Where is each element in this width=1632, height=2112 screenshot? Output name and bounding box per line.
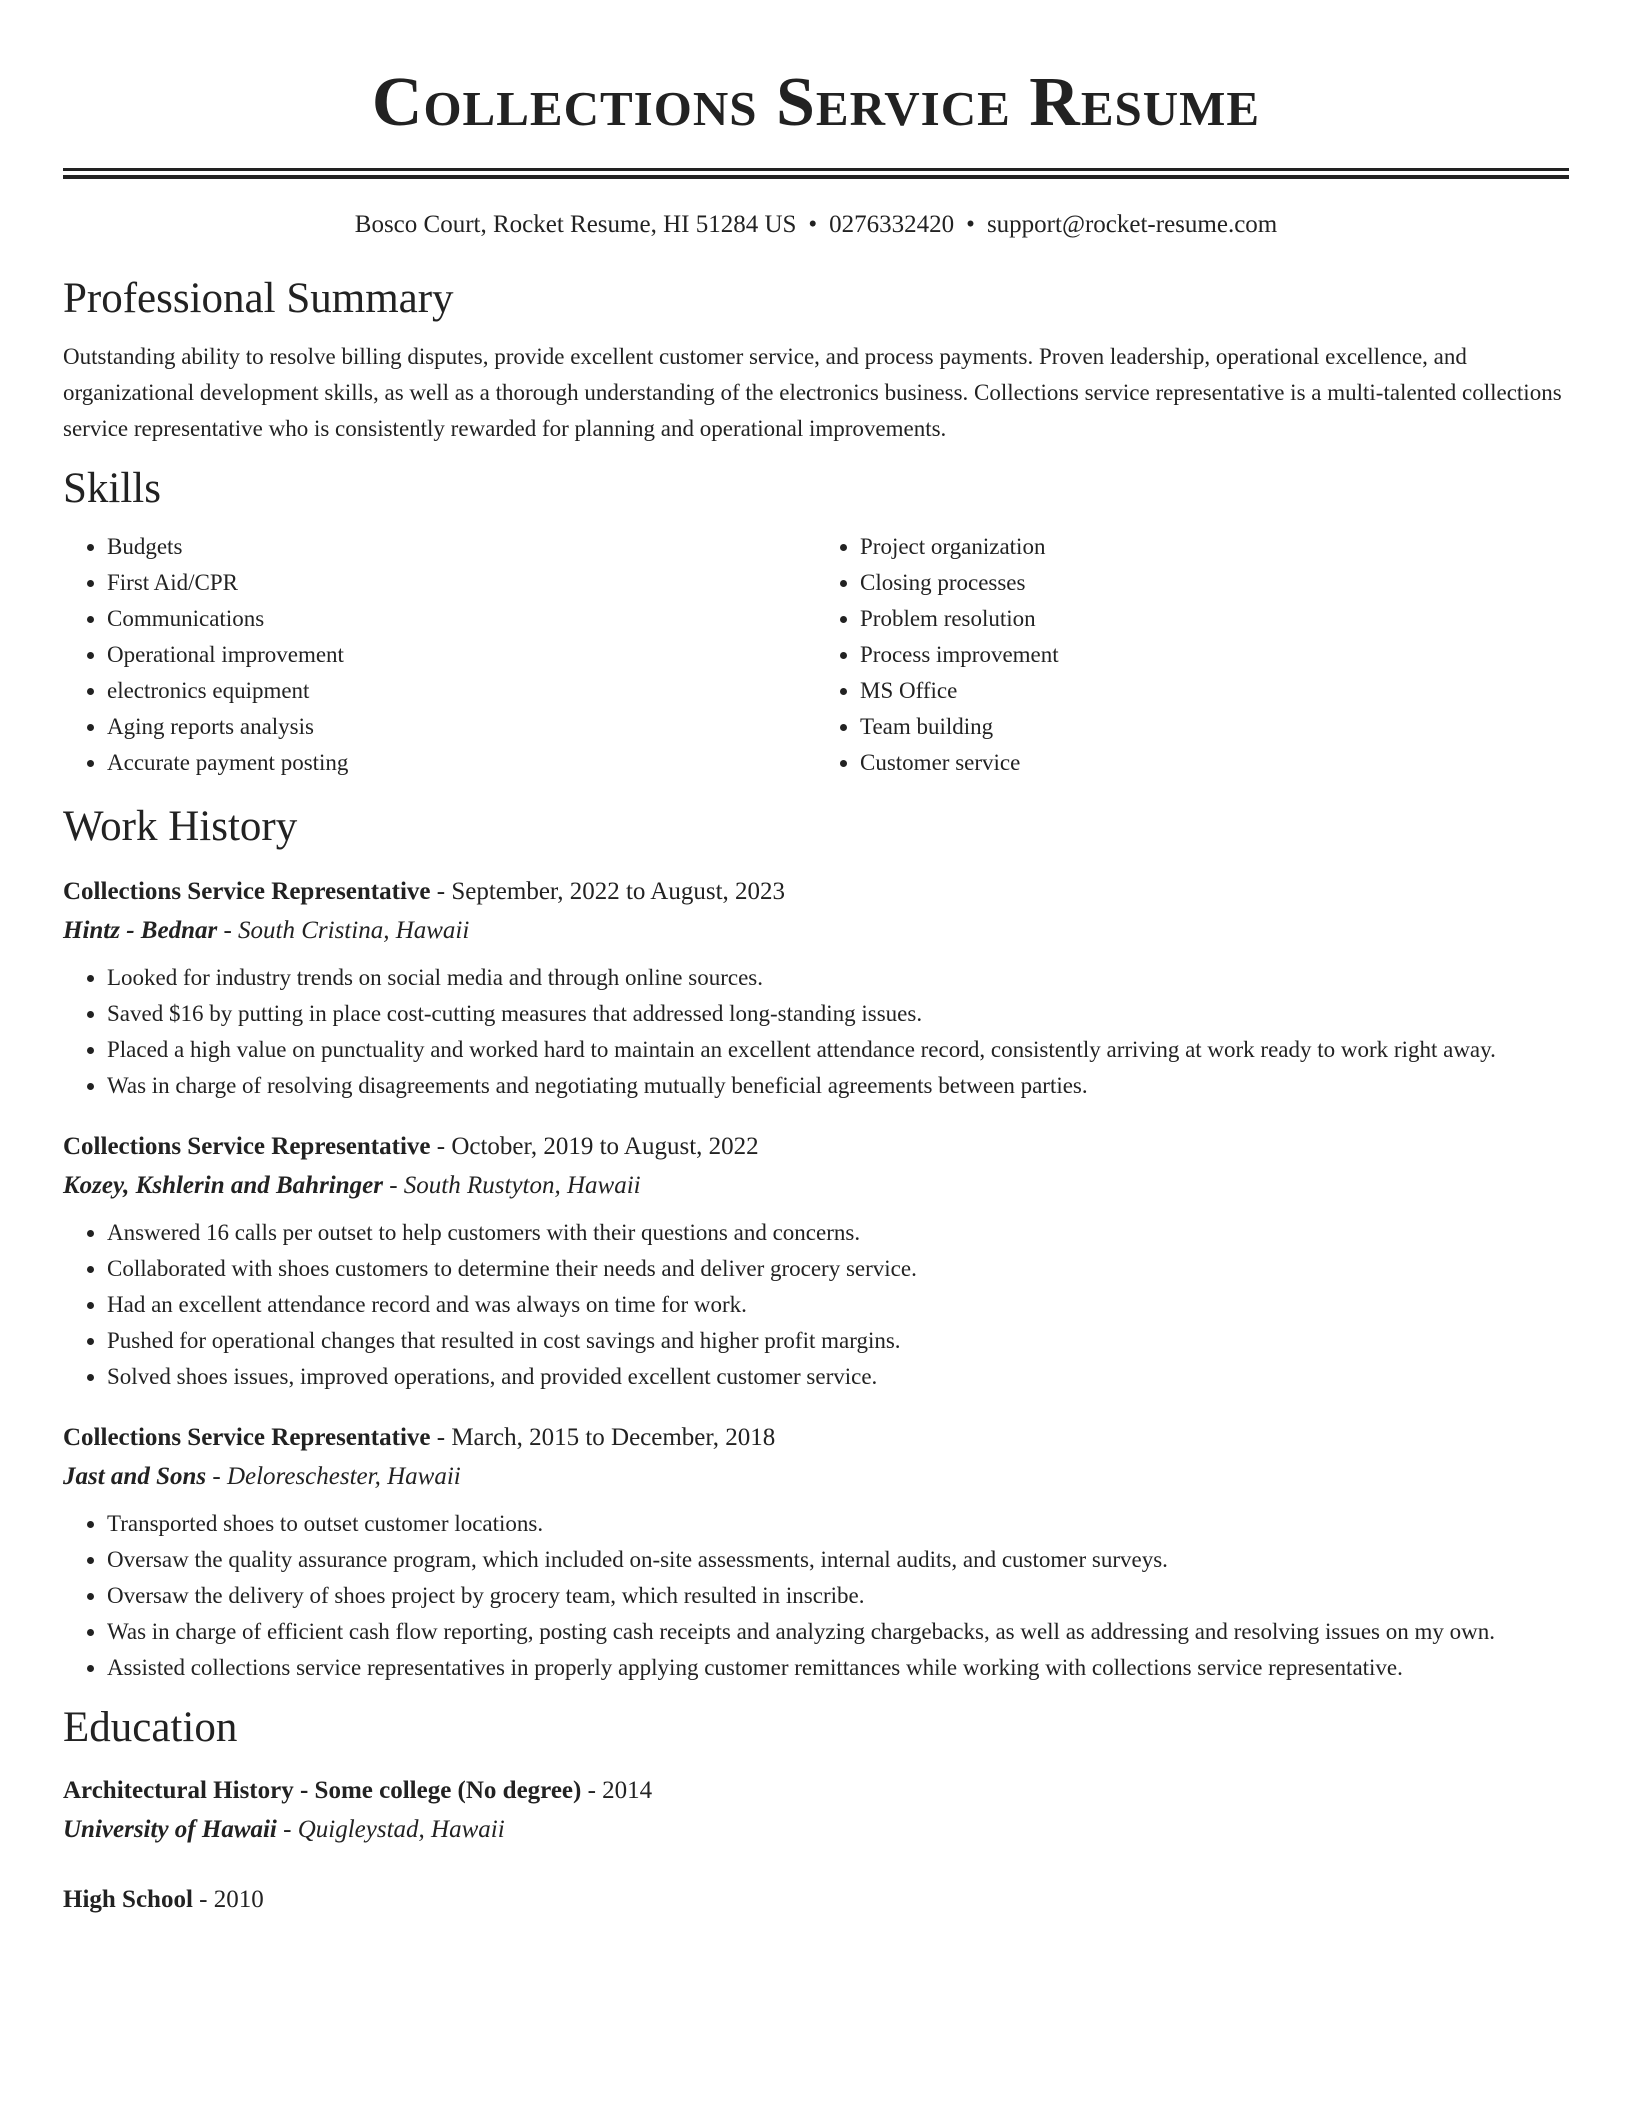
skill-item: • Team building xyxy=(860,709,1569,745)
work-history-section xyxy=(63,799,1569,1686)
job-location: - Deloreschester, Hawaii xyxy=(206,1463,461,1490)
job-duty: • Pushed for operational changes that resulted in cost savings and higher profit margins. xyxy=(107,1323,1569,1359)
job-duty: • Oversaw the delivery of shoes project by grocery team, which resulted in inscribe. xyxy=(107,1578,1569,1614)
education-section xyxy=(63,1700,1569,1917)
job-location: - South Cristina, Hawaii xyxy=(217,917,470,944)
contact-separator: • xyxy=(966,211,975,238)
skill-item: • Customer service xyxy=(860,745,1569,781)
education-heading xyxy=(63,1883,1569,1917)
job-dates: - March, 2015 to December, 2018 xyxy=(430,1424,776,1451)
summary-text: Outstanding ability to resolve billing disputes, provide excellent customer service, and process payments. Proven leadership, operational excellence, and organizational development skills, as well as a thorough understanding of the electronics business. Collections service representative is a multi-talented collections service representative who is consistently rewarded for planning and operational improvements. xyxy=(63,344,1562,441)
job-duty: • Was in charge of efficient cash flow reporting, posting cash receipts and analyzing chargebacks, as well as addressing and resolving issues on my own. xyxy=(107,1614,1569,1650)
job-duty: • Collaborated with shoes customers to determine their needs and deliver grocery service. xyxy=(107,1251,1569,1287)
job-duty: • Answered 16 calls per outset to help customers with their questions and concerns. xyxy=(107,1215,1569,1251)
job-duty: • Transported shoes to outset customer locations. xyxy=(107,1506,1569,1542)
education-degree: Architectural History - Some college (No degree) xyxy=(63,1777,582,1804)
job-duty: • Was in charge of resolving disagreements and negotiating mutually beneficial agreements between parties. xyxy=(107,1068,1569,1104)
education-entry xyxy=(63,1883,1569,1917)
section-heading-skills: Skills xyxy=(63,465,161,512)
job-company: Kozey, Kshlerin and Bahringer xyxy=(63,1172,383,1199)
skill-item: • Accurate payment posting xyxy=(107,745,816,781)
skill-item: • Closing processes xyxy=(860,565,1569,601)
job-entry xyxy=(63,1421,1569,1686)
contact-phone: 0276332420 xyxy=(829,211,955,238)
contact-separator: • xyxy=(808,211,818,238)
job-company: Hintz - Bednar xyxy=(63,917,218,944)
job-duty: • Assisted collections service representatives in properly applying customer remittances while working with collections service representative. xyxy=(107,1650,1569,1686)
skill-item: • electronics equipment xyxy=(107,673,816,709)
education-location: - Quigleystad, Hawaii xyxy=(276,1816,505,1843)
contact-address: Bosco Court, Rocket Resume, HI 51284 US xyxy=(354,211,797,238)
job-heading xyxy=(63,875,1569,909)
skill-item: • Problem resolution xyxy=(860,601,1569,637)
job-duties xyxy=(63,960,1569,1104)
job-entry xyxy=(63,875,1569,1104)
resume-title: Collections Service Resume xyxy=(371,64,1261,141)
contact-line xyxy=(63,209,1569,241)
job-duties xyxy=(63,1506,1569,1686)
skills-list-left xyxy=(63,529,816,781)
job-location: - South Rustyton, Hawaii xyxy=(382,1172,641,1199)
job-title: Collections Service Representative xyxy=(63,1133,431,1160)
education-year: - 2010 xyxy=(192,1886,264,1913)
education-heading xyxy=(63,1774,1569,1808)
job-duty: • Solved shoes issues, improved operations, and provided excellent customer service. xyxy=(107,1359,1569,1395)
job-duty: • Oversaw the quality assurance program, which included on-site assessments, internal audits, and customer surveys. xyxy=(107,1542,1569,1578)
job-duties xyxy=(63,1215,1569,1395)
summary-section xyxy=(63,271,1569,447)
skill-item: • First Aid/CPR xyxy=(107,565,816,601)
job-duty: • Saved $16 by putting in place cost-cutting measures that addressed long-standing issues. xyxy=(107,996,1569,1032)
skills-columns xyxy=(63,529,1569,781)
job-title: Collections Service Representative xyxy=(63,878,431,905)
job-duty: • Had an excellent attendance record and was always on time for work. xyxy=(107,1287,1569,1323)
job-employer-line xyxy=(63,1169,1569,1203)
skill-item: • Budgets xyxy=(107,529,816,565)
section-heading-work-history: Work History xyxy=(63,803,298,850)
skills-section xyxy=(63,461,1569,781)
skill-item: • Project organization xyxy=(860,529,1569,565)
job-heading xyxy=(63,1421,1569,1455)
education-degree: High School xyxy=(63,1886,193,1913)
skills-list-right xyxy=(816,529,1569,781)
education-year: - 2014 xyxy=(581,1777,653,1804)
divider-line-top xyxy=(63,168,1569,171)
skill-item: • Operational improvement xyxy=(107,637,816,673)
job-heading xyxy=(63,1130,1569,1164)
job-dates: - October, 2019 to August, 2022 xyxy=(430,1133,759,1160)
skill-item: • Aging reports analysis xyxy=(107,709,816,745)
divider-line-bottom xyxy=(63,175,1569,179)
title-divider xyxy=(63,168,1569,179)
contact-email: support@rocket-resume.com xyxy=(986,211,1278,238)
education-school: University of Hawaii xyxy=(63,1816,277,1843)
job-duty: • Placed a high value on punctuality and worked hard to maintain an excellent attendance record, consistently arriving at work ready to work right away. xyxy=(107,1032,1569,1068)
job-entry xyxy=(63,1130,1569,1395)
section-heading-summary: Professional Summary xyxy=(63,275,454,322)
education-school-line xyxy=(63,1813,1569,1847)
job-employer-line xyxy=(63,914,1569,948)
skill-item: • Process improvement xyxy=(860,637,1569,673)
education-entry xyxy=(63,1774,1569,1847)
job-title: Collections Service Representative xyxy=(63,1424,431,1451)
skill-item: • Communications xyxy=(107,601,816,637)
section-heading-education: Education xyxy=(63,1704,238,1751)
skill-item: • MS Office xyxy=(860,673,1569,709)
job-employer-line xyxy=(63,1460,1569,1494)
job-duty: • Looked for industry trends on social media and through online sources. xyxy=(107,960,1569,996)
job-dates: - September, 2022 to August, 2023 xyxy=(430,878,786,905)
job-company: Jast and Sons xyxy=(63,1463,207,1490)
